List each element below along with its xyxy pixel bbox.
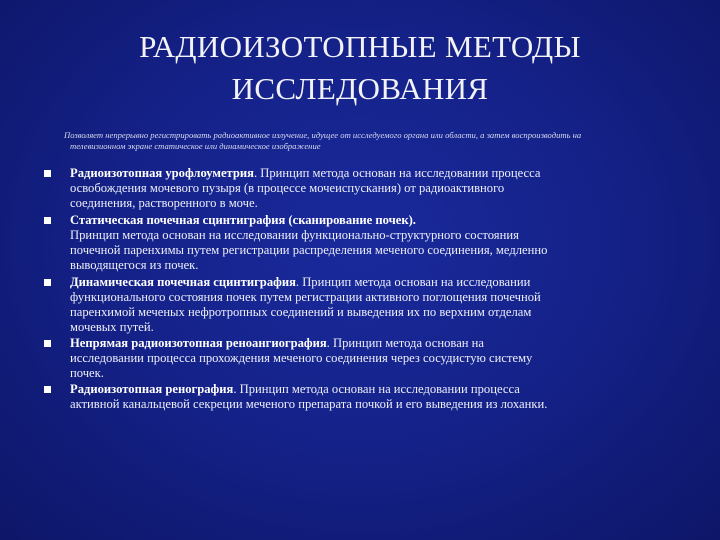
list-item [44, 382, 694, 412]
item-line: функционального состояния почек путем регистрации активного поглощения почечной [70, 290, 541, 304]
item-line: активной канальцевой секреции меченого препарата почкой и его выведения из лоханки. [70, 397, 548, 411]
item-term: Радиоизотопная урофлоуметрия [70, 166, 254, 180]
item-line: мочевых путей. [70, 320, 154, 334]
item-term: Радиоизотопная ренография [70, 382, 234, 396]
item-term: Статическая почечная сцинтиграфия (сканирование почек). [70, 213, 416, 227]
square-bullet-icon [44, 279, 51, 286]
item-text: . Принцип метода основан на [326, 336, 485, 350]
square-bullet-icon [44, 217, 51, 224]
list-item [44, 213, 694, 273]
intro-text [64, 130, 674, 152]
item-text: . Принцип метода основан на исследовании процесса [233, 382, 520, 396]
square-bullet-icon [44, 386, 51, 393]
square-bullet-icon [44, 170, 51, 177]
item-text: . Принцип метода основан на исследовании процесса [253, 166, 541, 180]
item-term: Непрямая радиоизотопная реноангиография [70, 336, 327, 350]
title-line-2: ИССЛЕДОВАНИЯ [231, 71, 489, 106]
item-line: почечной паренхимы путем регистрации распределения меченого соединения, медленно [70, 243, 548, 257]
list-item [44, 275, 694, 335]
item-text: . Принцип метода основан на исследовании [295, 275, 531, 289]
item-line: почек. [70, 366, 104, 380]
square-bullet-icon [44, 340, 51, 347]
item-line: паренхимой меченых нефротропных соединений и выведения их по верхним отделам [70, 305, 532, 319]
list-item [44, 166, 694, 211]
item-line: исследовании процесса прохождения меченого соединения через сосудистую систему [70, 351, 533, 365]
item-line: Принцип метода основан на исследовании функционально-структурного состояния [70, 228, 519, 242]
item-line: выводящегося из почек. [70, 258, 199, 272]
item-term: Динамическая почечная сцинтиграфия [70, 275, 296, 289]
bullet-list [44, 166, 694, 412]
list-item [44, 336, 694, 381]
item-line: соединения, растворенного в моче. [70, 196, 258, 210]
intro-line-1: Позволяет непрерывно регистрировать радиоактивное излучение, идущее от исследуемого органа или области, а затем воспроизводить на [64, 130, 582, 140]
slide-title [60, 26, 660, 110]
title-line-1: РАДИОИЗОТОПНЫЕ МЕТОДЫ [139, 29, 581, 64]
item-line: освобождения мочевого пузыря (в процессе мочеиспускания) от радиоактивного [70, 181, 505, 195]
intro-line-2: телевизионном экране статическое или динамическое изображение [70, 141, 321, 151]
